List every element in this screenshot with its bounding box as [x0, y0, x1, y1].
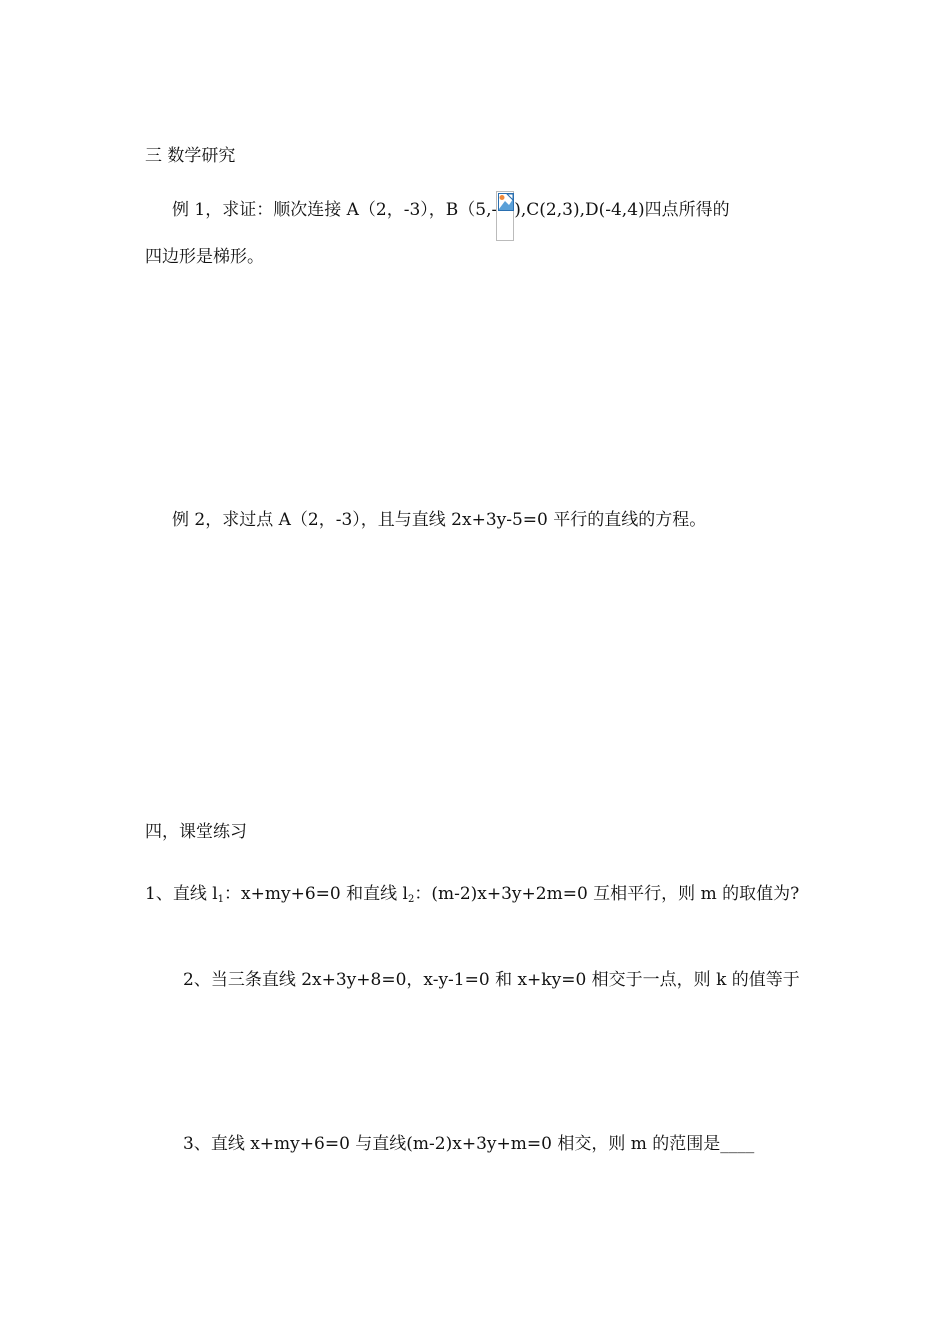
subscript-2: 2 [407, 894, 415, 905]
exercise-1-text-b: ：x+my+6=0 和直线 l [224, 884, 408, 904]
subscript-1: 1 [217, 894, 225, 905]
exercise-1-text-c: ：(m-2)x+3y+2m=0 互相平行，则 m 的取值为? [414, 884, 800, 904]
section-heading-practice: 四，课堂练习 [145, 822, 247, 842]
exercise-3: 3、直线 x+my+6=0 与直线(m-2)x+3y+m=0 相交，则 m 的范围是____ [183, 1134, 755, 1154]
section-heading-research: 三 数学研究 [145, 146, 236, 166]
exercise-1-text-a: 1、直线 l [145, 884, 218, 904]
example-2: 例 2，求过点 A（2，-3），且与直线 2x+3y-5=0 平行的直线的方程。 [172, 510, 707, 530]
exercise-1 [145, 882, 799, 912]
example-1-line-2: 四边形是梯形。 [145, 247, 264, 267]
example-1-line-1 [172, 191, 730, 241]
example-1-text-b: ),C(2,3),D(-4,4)四点所得的 [514, 200, 730, 220]
example-1-text-a: 例 1，求证：顺次连接 A（2，-3），B（5,- [172, 200, 498, 220]
exercise-2: 2、当三条直线 2x+3y+8=0，x-y-1=0 和 x+ky=0 相交于一点，则 k 的值等于 [183, 970, 800, 990]
broken-image-icon [496, 191, 514, 241]
